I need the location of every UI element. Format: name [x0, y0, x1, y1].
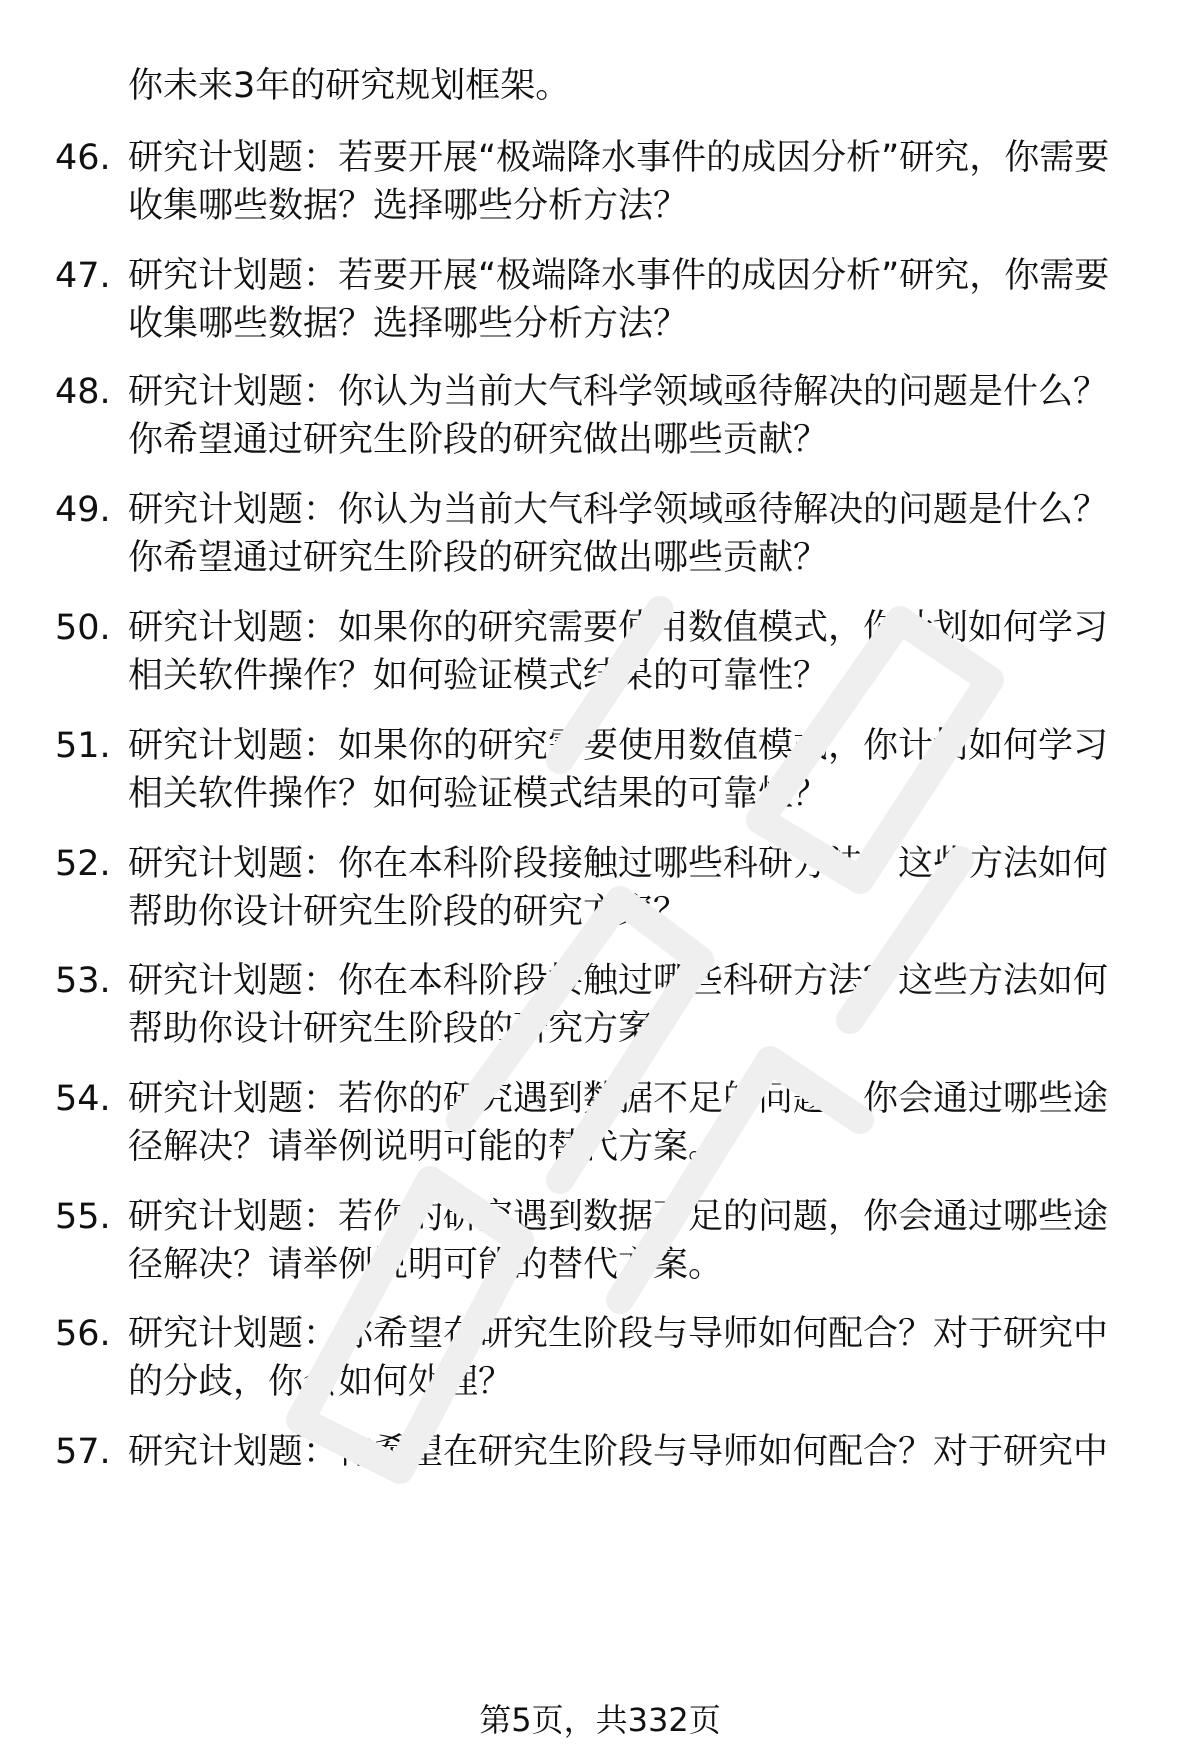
item-text: 研究计划题：如果你的研究需要使用数值模式，你计划如何学习相关软件操作？如何验证模式结果的可靠性？ — [128, 608, 1109, 696]
continuation-text: 你未来3年的研究规划框架。 — [128, 66, 571, 106]
item-number: 53. — [55, 961, 111, 1001]
item-number: 49. — [55, 490, 111, 530]
item-text: 研究计划题：你在本科阶段接触过哪些科研方法？这些方法如何帮助你设计研究生阶段的研究方案？ — [128, 844, 1109, 932]
item-text: 研究计划题：你认为当前大气科学领域亟待解决的问题是什么？你希望通过研究生阶段的研究做出哪些贡献？ — [128, 490, 1109, 578]
item-number: 51. — [55, 726, 111, 766]
item-text: 研究计划题：若要开展“极端降水事件的成因分析”研究，你需要收集哪些数据？选择哪些分析方法？ — [128, 138, 1110, 226]
item-text: 研究计划题：你希望在研究生阶段与导师如何配合？对于研究中 — [128, 1432, 1109, 1472]
item-text: 研究计划题：若你的研究遇到数据不足的问题，你会通过哪些途径解决？请举例说明可能的替代方案。 — [128, 1079, 1109, 1167]
item-text: 研究计划题：若要开展“极端降水事件的成因分析”研究，你需要收集哪些数据？选择哪些分析方法？ — [128, 256, 1110, 344]
item-number: 55. — [55, 1197, 111, 1237]
item-number: 48. — [55, 372, 111, 412]
item-number: 52. — [55, 844, 111, 884]
item-number: 57. — [55, 1432, 111, 1472]
item-text: 研究计划题：你在本科阶段接触过哪些科研方法？这些方法如何帮助你设计研究生阶段的研究方案？ — [128, 961, 1109, 1049]
item-number: 46. — [55, 138, 111, 178]
item-text: 研究计划题：如果你的研究需要使用数值模式，你计划如何学习相关软件操作？如何验证模式结果的可靠性？ — [128, 726, 1109, 814]
item-number: 47. — [55, 256, 111, 296]
item-number: 54. — [55, 1079, 111, 1119]
item-number: 50. — [55, 608, 111, 648]
page-footer: 第5页，共332页 — [479, 1701, 721, 1739]
item-number: 56. — [55, 1314, 111, 1354]
item-text: 研究计划题：你希望在研究生阶段与导师如何配合？对于研究中的分歧，你会如何处理？ — [128, 1314, 1109, 1402]
item-text: 研究计划题：若你的研究遇到数据不足的问题，你会通过哪些途径解决？请举例说明可能的替代方案。 — [128, 1197, 1109, 1285]
item-text: 研究计划题：你认为当前大气科学领域亟待解决的问题是什么？你希望通过研究生阶段的研究做出哪些贡献？ — [128, 372, 1109, 460]
